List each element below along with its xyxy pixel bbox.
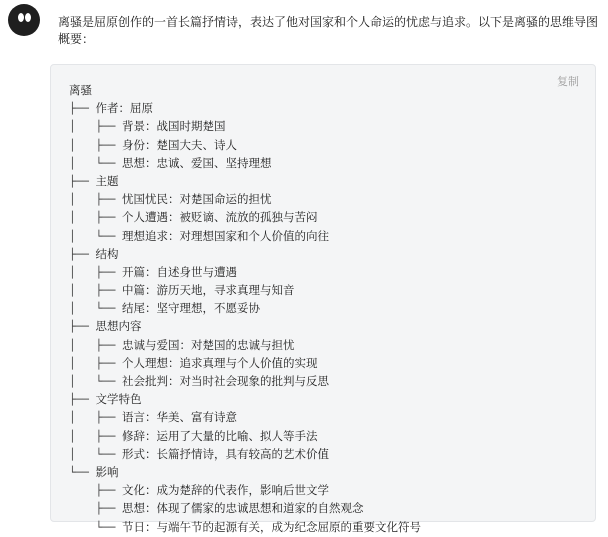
- tree-node-label: 作者：屈原: [95, 101, 153, 116]
- tree-branch-prefix: ├──: [69, 502, 122, 516]
- tree-node-label: 理想追求：对理想国家和个人价值的向往: [121, 228, 329, 243]
- tree-node-label: 开篇：自述身世与遭遇: [121, 264, 237, 279]
- tree-branch-prefix: │ ├──: [69, 284, 122, 298]
- tree-branch-prefix: ├──: [69, 174, 96, 188]
- tree-node-label: 身份：楚国大夫、诗人: [121, 137, 237, 152]
- tree-branch-prefix: └──: [69, 520, 122, 534]
- tree-branch-prefix: │ └──: [69, 156, 122, 170]
- tree-line: [69, 245, 421, 263]
- tree-node-label: 语言：华美、富有诗意: [121, 410, 237, 425]
- tree-line: [69, 208, 421, 226]
- tree-branch-prefix: │ ├──: [69, 193, 122, 207]
- tree-branch-prefix: ├──: [69, 102, 96, 116]
- tree-branch-prefix: ├──: [69, 393, 96, 407]
- tree-branch-prefix: ├──: [69, 320, 96, 334]
- assistant-avatar: [8, 4, 40, 36]
- tree-line: [69, 281, 421, 299]
- tree-line: [69, 299, 421, 317]
- tree-line: [69, 390, 421, 408]
- tree-node-label: 个人遭遇：被贬谪、流放的孤独与苦闷: [121, 210, 318, 225]
- tree-node-label: 节日：与端午节的起源有关，成为纪念屈原的重要文化符号: [121, 519, 421, 534]
- tree-branch-prefix: │ ├──: [69, 120, 122, 134]
- tree-line: [69, 263, 421, 281]
- tree-node-label: 社会批判：对当时社会现象的批判与反思: [121, 374, 329, 388]
- tree-branch-prefix: │ └──: [69, 375, 122, 388]
- tree-node-label: 忧国忧民：对楚国命运的担忧: [121, 192, 272, 207]
- tree-branch-prefix: │ ├──: [69, 211, 122, 225]
- tree-line: [69, 190, 421, 208]
- tree-branch-prefix: └──: [69, 465, 96, 479]
- tree-line: [69, 99, 421, 117]
- tree-node-label: 结尾：坚守理想，不愿妥协: [121, 301, 260, 316]
- tree-branch-prefix: │ └──: [69, 229, 122, 243]
- tree-line: [69, 136, 421, 154]
- tree-branch-prefix: │ └──: [69, 447, 122, 461]
- tree-branch-prefix: │ ├──: [69, 338, 122, 352]
- tree-node-label: 背景：战国时期楚国: [121, 119, 226, 134]
- tree-line: [69, 445, 421, 463]
- tree-line: [69, 81, 421, 99]
- tree-line: [69, 427, 421, 445]
- avatar-eye-right: [25, 13, 31, 22]
- copy-button[interactable]: 复制: [557, 75, 579, 88]
- tree-line: [69, 117, 421, 135]
- tree-line: [69, 481, 421, 499]
- tree-branch-prefix: │ ├──: [69, 138, 122, 152]
- tree-branch-prefix: ├──: [69, 484, 122, 498]
- tree-line: [69, 518, 421, 536]
- tree-line: [69, 354, 421, 372]
- assistant-message-text: 离骚是屈原创作的一首长篇抒情诗，表达了他对国家和个人命运的忧虑与追求。以下是离骚的思维导图概要：: [58, 15, 599, 46]
- tree-line: [69, 372, 421, 390]
- tree-line: [69, 227, 421, 245]
- tree-line: [69, 408, 421, 426]
- tree-branch-prefix: │ ├──: [69, 265, 122, 279]
- tree-node-label: 形式：长篇抒情诗，具有较高的艺术价值: [121, 446, 329, 461]
- tree-node-label: 主题: [95, 173, 119, 188]
- tree-node-label: 修辞：运用了大量的比喻、拟人等手法: [121, 428, 318, 443]
- tree-branch-prefix: │ ├──: [69, 356, 122, 370]
- tree-node-label: 中篇：游历天地，寻求真理与知音: [121, 283, 295, 298]
- tree-line: [69, 499, 421, 517]
- tree-node-label: 结构: [95, 246, 119, 261]
- avatar-eye-left: [18, 13, 24, 22]
- tree-node-label: 离骚: [69, 83, 92, 97]
- tree-node-label: 文学特色: [95, 392, 142, 407]
- tree-line: [69, 317, 421, 335]
- tree-branch-prefix: ├──: [69, 247, 96, 261]
- tree-line: [69, 154, 421, 172]
- tree-node-label: 文化：成为楚辞的代表作，影响后世文学: [121, 483, 329, 498]
- tree-node-label: 影响: [95, 464, 119, 479]
- mind-map-tree: [69, 81, 421, 536]
- tree-line: [69, 463, 421, 481]
- code-block: [50, 64, 596, 534]
- tree-line: [69, 172, 421, 190]
- tree-branch-prefix: │ ├──: [69, 411, 122, 425]
- tree-branch-prefix: │ ├──: [69, 429, 122, 443]
- tree-line: [69, 336, 421, 354]
- tree-node-label: 忠诚与爱国：对楚国的忠诚与担忧: [121, 337, 295, 352]
- tree-node-label: 个人理想：追求真理与个人价值的实现: [121, 355, 318, 370]
- tree-node-label: 思想内容: [95, 319, 142, 334]
- tree-node-label: 思想：忠诚、爱国、坚持理想: [121, 155, 272, 170]
- tree-branch-prefix: │ └──: [69, 302, 122, 316]
- tree-node-label: 思想：体现了儒家的忠诚思想和道家的自然观念: [121, 501, 364, 516]
